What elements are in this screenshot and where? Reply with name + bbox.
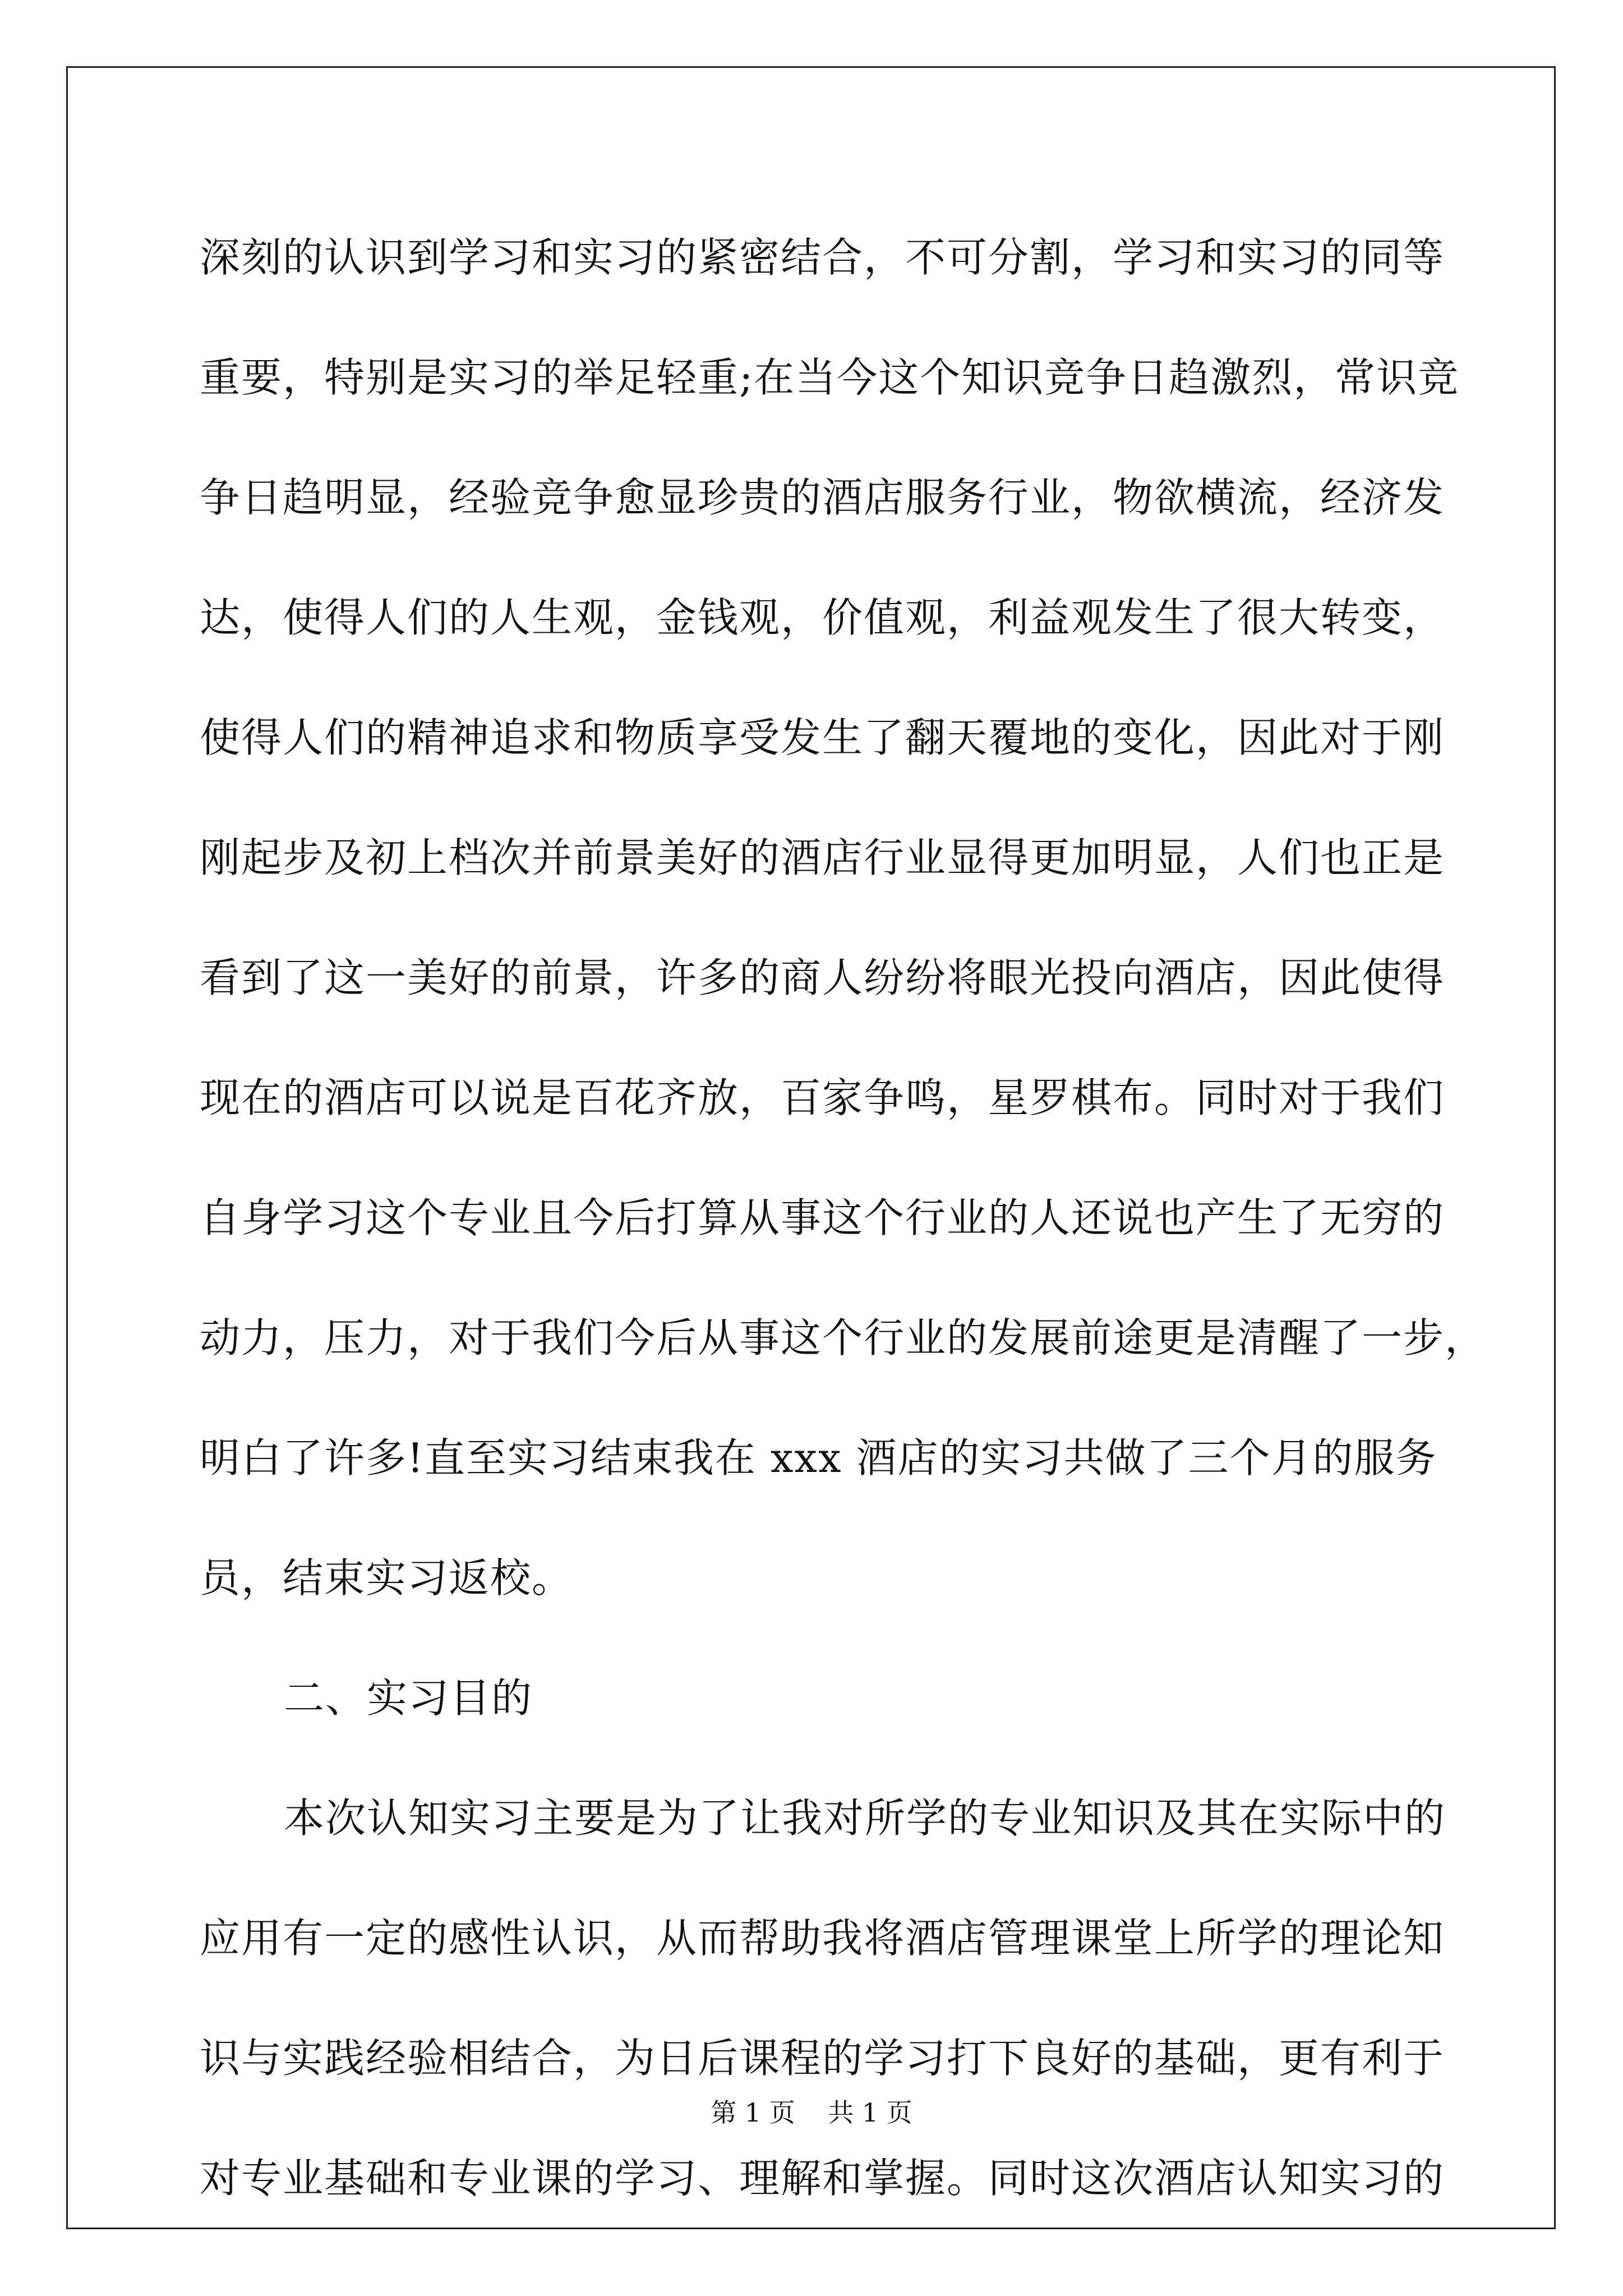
body-text: [200, 197, 1487, 2238]
text-line-2: 重要，特别是实习的举足轻重;在当今这个知识竞争日趋激烈，常识竞: [200, 354, 1460, 401]
text-line-12: 员，结束实习返校。: [200, 1554, 574, 1602]
text-line-4: 达，使得人们的人生观，金钱观，价值观，利益观发生了很大转变，: [200, 594, 1445, 641]
text-line-7: 看到了这一美好的前景，许多的商人纷纷将眼光投向酒店，因此使得: [200, 954, 1445, 1001]
text-line-10: 动力，压力，对于我们今后从事这个行业的发展前途更是清醒了一步，: [200, 1314, 1487, 1361]
text-line-16: 识与实践经验相结合，为日后课程的学习打下良好的基础，更有利于: [200, 2035, 1445, 2082]
text-line-11: 明白了许多!直至实习结束我在 xxx 酒店的实习共做了三个月的服务: [200, 1434, 1437, 1481]
text-line-5: 使得人们的精神追求和物质享受发生了翻天覆地的变化，因此对于刚: [200, 714, 1445, 761]
text-line-15: 应用有一定的感性认识，从而帮助我将酒店管理课堂上所学的理论知: [200, 1915, 1445, 1962]
text-line-9: 自身学习这个专业且今后打算从事这个行业的人还说也产生了无穷的: [200, 1194, 1445, 1241]
text-line-3: 争日趋明显，经验竞争愈显珍贵的酒店服务行业，物欲横流，经济发: [200, 474, 1445, 521]
section-heading: 二、实习目的: [284, 1674, 533, 1722]
text-line-8: 现在的酒店可以说是百花齐放，百家争鸣，星罗棋布。同时对于我们: [200, 1074, 1445, 1121]
text-line-17: 对专业基础和专业课的学习、理解和掌握。同时这次酒店认知实习的: [200, 2155, 1445, 2202]
text-line-14: 本次认知实习主要是为了让我对所学的专业知识及其在实际中的: [284, 1795, 1446, 1842]
text-line-6: 刚起步及初上档次并前景美好的酒店行业显得更加明显，人们也正是: [200, 834, 1445, 881]
page-footer: 第 1 页 共 1 页: [711, 2097, 912, 2128]
text-line-1: 深刻的认识到学习和实习的紧密结合，不可分割，学习和实习的同等: [200, 234, 1445, 281]
